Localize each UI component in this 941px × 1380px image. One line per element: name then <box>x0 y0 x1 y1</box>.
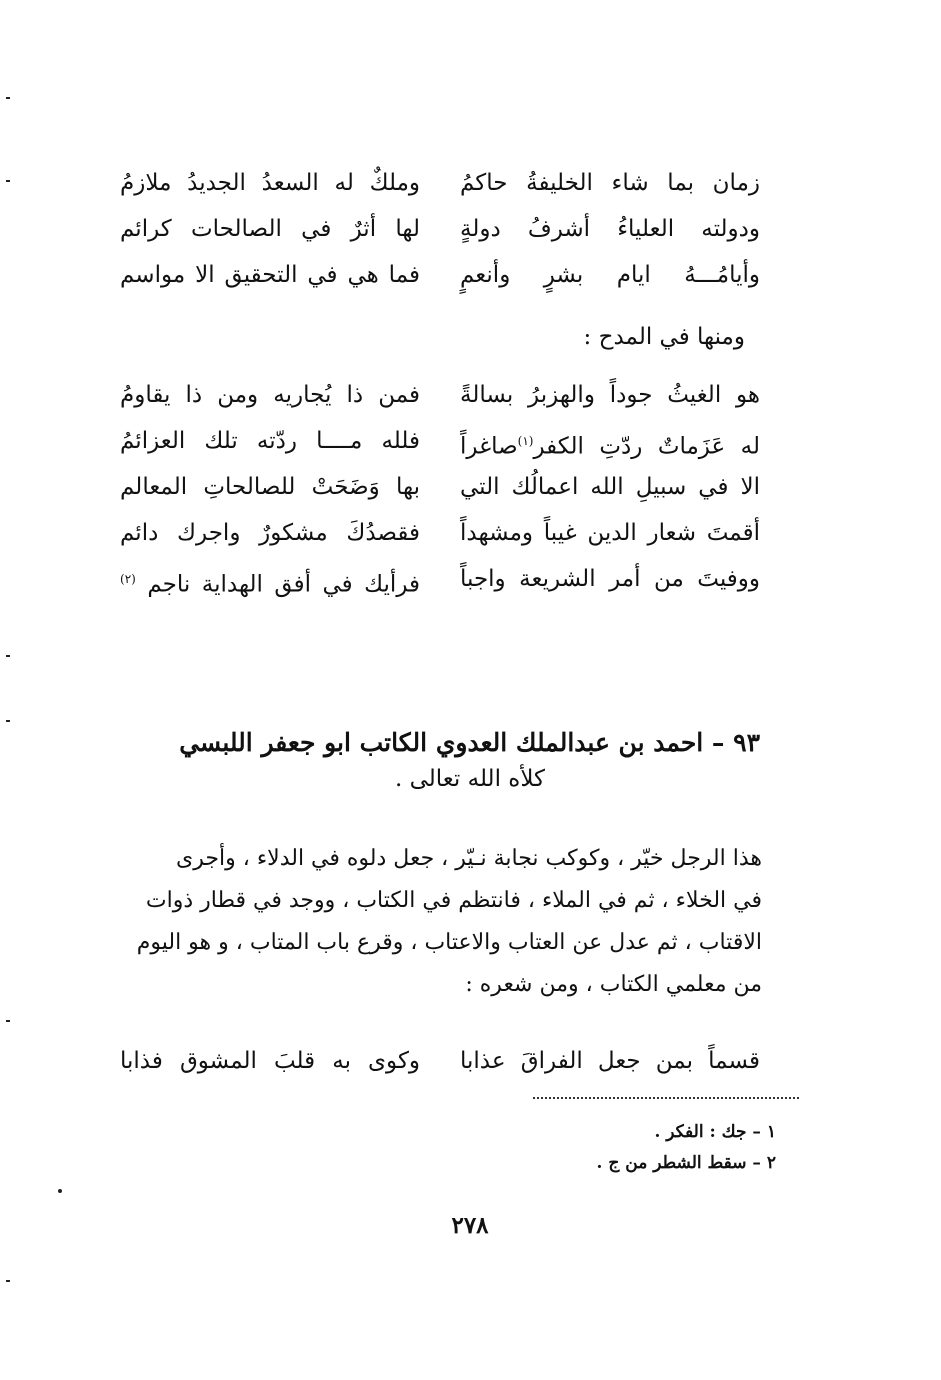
poem-verses-1 <box>120 170 760 308</box>
paragraph-line: الاقتاب ، ثم عدل عن العتاب والاعتاب ، وقرع باب المتاب ، و هو اليوم <box>136 930 762 955</box>
verse-hemistich-second: بها وَضَحَتْ للصالحاتِ المعالم <box>120 474 420 500</box>
verse-hemistich-first: ووفيتَ من أمر الشريعة واجباً <box>460 566 760 592</box>
verse <box>120 170 760 216</box>
page-number: ٢٧٨ <box>451 1212 489 1239</box>
entry-title: ٩٣ – احمد بن عبدالملك العدوي الكاتب ابو جعفر اللبسي <box>179 728 760 757</box>
verse <box>120 474 760 520</box>
paragraph-line: من معلمي الكتاب ، ومن شعره : <box>465 972 762 997</box>
verse-text: فرأيك في أفق الهداية ناجم <box>147 571 421 598</box>
verse-hemistich-first: ودولته العلياءُ أشرفُ دولةٍ <box>460 216 760 242</box>
footnote-marker: (٢) <box>120 572 136 586</box>
verse-text: صاغراً <box>460 433 518 460</box>
verse <box>120 382 760 428</box>
footnote-marker: (١) <box>517 434 534 448</box>
entry-paragraph <box>122 838 762 1006</box>
verse <box>120 428 760 474</box>
verse <box>120 566 760 612</box>
verse-hemistich-first: الا في سبيلِ الله اعمالُك التي <box>460 474 760 500</box>
verse-hemistich-second: وكوى به قلبَ المشوق فذابا <box>120 1048 420 1074</box>
verse-hemistich-second <box>120 566 420 612</box>
verse-hemistich-second: فما هي في التحقيق الا مواسم <box>120 262 420 288</box>
scan-mark <box>6 180 10 182</box>
verse-hemistich-first: أقمتَ شعار الدين غيباً ومشهداً <box>460 520 760 546</box>
verse <box>120 262 760 308</box>
entry-subtitle: كلأه الله تعالى . <box>395 766 545 792</box>
verse-hemistich-second: وملكٌ له السعدُ الجديدُ ملازمُ <box>120 170 420 196</box>
paragraph-line: في الخلاء ، ثم في الملاء ، فانتظم في الكتاب ، ووجد في قطار ذوات <box>145 888 762 913</box>
footnote-separator <box>533 1097 799 1099</box>
verse-text: له عَزَماتٌ ردّتِ الكفر <box>533 433 760 460</box>
verse-hemistich-second: فمن ذا يُجاريه ومن ذا يقاومُ <box>120 382 420 408</box>
poem-verses-2 <box>120 382 760 612</box>
verse-hemistich-first: وأيامُـــهُ ايام بشرٍ وأنعمٍ <box>460 262 760 288</box>
verse <box>120 1048 760 1094</box>
footnote: ٢ – سقط الشطر من ج . <box>596 1153 776 1173</box>
scan-dot <box>58 1189 62 1193</box>
poem-verses-3 <box>120 1048 760 1094</box>
verse-hemistich-first <box>460 428 760 474</box>
footnote: ١ – جك : الفكر . <box>654 1122 776 1142</box>
verse-hemistich-first: هو الغيثُ جوداً والهزبرُ بسالةً <box>460 382 760 408</box>
verse-hemistich-second: فلله مــــا ردّته تلك العزائمُ <box>120 428 420 454</box>
verse-hemistich-first: زمان بما شاء الخليفةُ حاكمُ <box>460 170 760 196</box>
scan-mark <box>6 1020 10 1022</box>
verse <box>120 216 760 262</box>
verse <box>120 520 760 566</box>
scan-mark <box>6 655 10 657</box>
paragraph-line: هذا الرجل خيّر ، وكوكب نجابة نـيّر ، جعل دلوه في الدلاء ، وأجرى <box>176 846 762 871</box>
scan-mark <box>6 720 10 722</box>
scan-mark <box>6 97 10 99</box>
intro-line: ومنها في المدح : <box>583 324 745 350</box>
verse-hemistich-second: فقصدُكَ مشكورٌ واجرك دائم <box>120 520 420 546</box>
scan-mark <box>6 1280 10 1282</box>
verse-hemistich-second: لها أثرٌ في الصالحات كرائم <box>120 216 420 242</box>
verse-hemistich-first: قسماً بمن جعل الفراقَ عذابا <box>460 1048 760 1074</box>
